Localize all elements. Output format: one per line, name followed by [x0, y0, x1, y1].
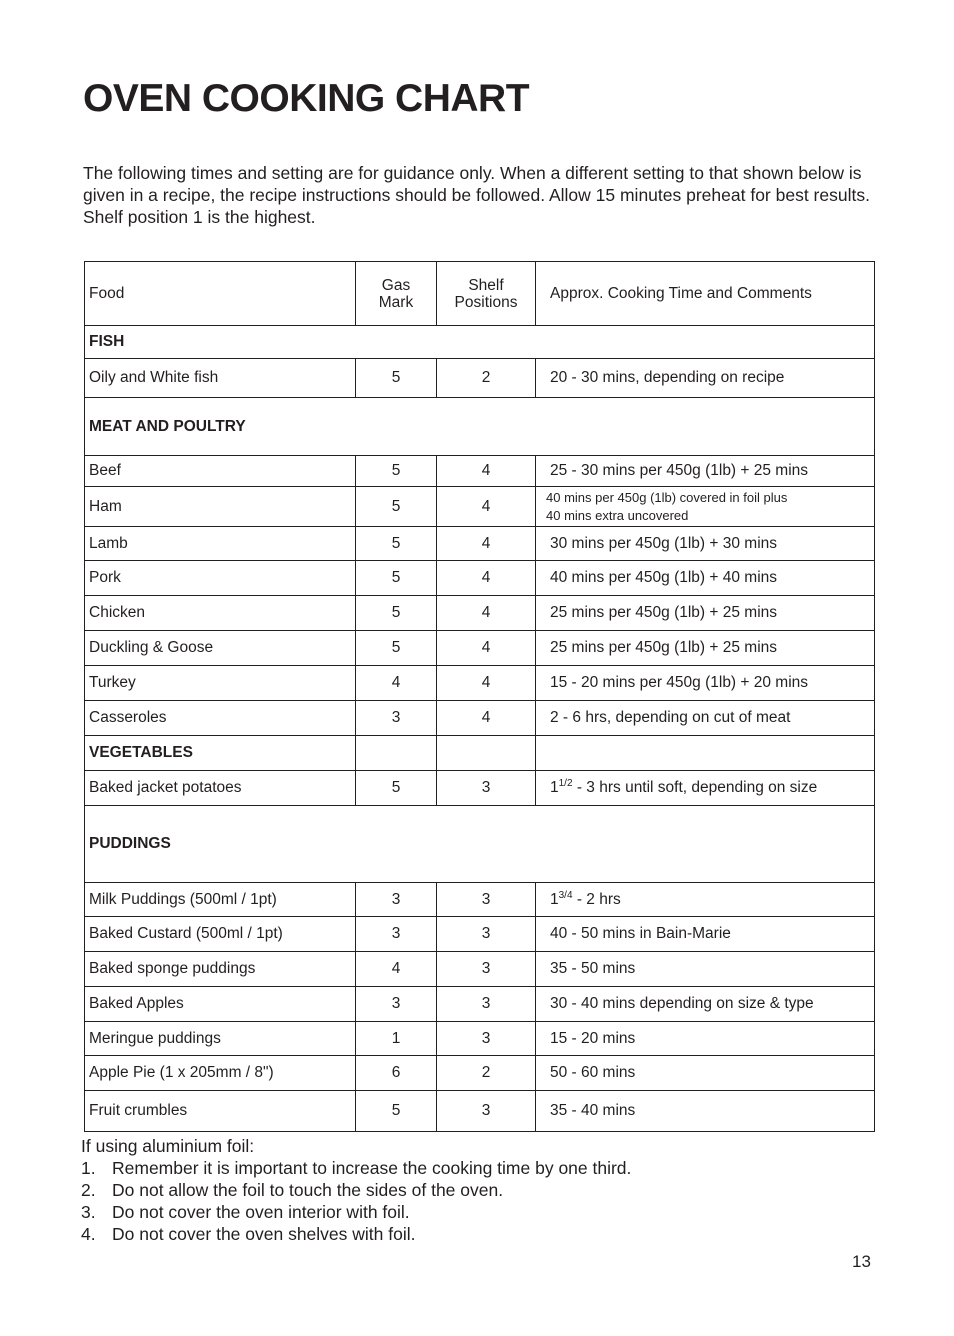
table-row	[85, 487, 875, 527]
table-row	[85, 561, 875, 596]
section-row-meat	[85, 398, 875, 456]
empty-cell	[356, 736, 437, 771]
gas-mark-cell: 4	[356, 666, 437, 701]
table-row	[85, 1022, 875, 1056]
comment-cell: 35 - 50 mins	[536, 952, 875, 987]
table-row	[85, 359, 875, 398]
section-row-puddings	[85, 806, 875, 883]
section-row-fish	[85, 326, 875, 359]
page-number: 13	[852, 1252, 871, 1271]
table-row	[85, 1091, 875, 1132]
shelf-cell: 4	[437, 487, 536, 527]
food-cell: Chicken	[89, 604, 145, 621]
comment-cell: 15 - 20 mins	[536, 1022, 875, 1056]
gas-mark-cell: 5	[356, 771, 437, 806]
comment-cell: 35 - 40 mins	[536, 1091, 875, 1132]
food-cell: Turkey	[89, 674, 136, 691]
empty-cell	[437, 736, 536, 771]
foil-notes	[81, 1135, 871, 1245]
food-cell: Baked Apples	[89, 995, 184, 1012]
section-label-vegetables: VEGETABLES	[89, 744, 193, 761]
shelf-cell: 3	[437, 952, 536, 987]
shelf-cell: 4	[437, 666, 536, 701]
table-row	[85, 631, 875, 666]
gas-mark-cell: 5	[356, 596, 437, 631]
table-row	[85, 666, 875, 701]
list-item: 2. Do not allow the foil to touch the sides of the oven.	[81, 1180, 504, 1200]
table-row	[85, 456, 875, 487]
food-cell: Pork	[89, 569, 121, 586]
shelf-cell: 3	[437, 987, 536, 1022]
shelf-cell: 2	[437, 359, 536, 398]
intro-paragraph: The following times and setting are for guidance only. When a different setting to that shown below is given in a recipe, the recipe instructions should be followed. Allow 15 minutes preheat for best results. Shelf position 1 is the highest.	[83, 163, 870, 227]
header-comments: Approx. Cooking Time and Comments	[536, 262, 875, 326]
comment-cell: 15 - 20 mins per 450g (1lb) + 20 mins	[536, 666, 875, 701]
comment-cell: 20 - 30 mins, depending on recipe	[536, 359, 875, 398]
table-row	[85, 917, 875, 952]
comment-cell: 25 mins per 450g (1lb) + 25 mins	[536, 596, 875, 631]
comment-cell: 25 mins per 450g (1lb) + 25 mins	[536, 631, 875, 666]
comment-cell: 30 mins per 450g (1lb) + 30 mins	[536, 527, 875, 561]
food-cell: Milk Puddings (500ml / 1pt)	[89, 890, 277, 908]
table-row	[85, 527, 875, 561]
table-row	[85, 952, 875, 987]
comment-cell: 40 - 50 mins in Bain-Marie	[536, 917, 875, 952]
table-row	[85, 771, 875, 806]
food-cell: Casseroles	[89, 709, 167, 726]
table-row	[85, 1056, 875, 1091]
comment-cell: 30 - 40 mins depending on size & type	[536, 987, 875, 1022]
header-gas-mark: Gas Mark	[356, 262, 437, 326]
comment-cell: 25 - 30 mins per 450g (1lb) + 25 mins	[536, 456, 875, 487]
food-cell: Apple Pie (1 x 205mm / 8")	[89, 1064, 274, 1081]
food-cell: Baked jacket potatoes	[89, 779, 242, 796]
foil-list	[81, 1157, 871, 1245]
shelf-cell: 2	[437, 1056, 536, 1091]
gas-mark-cell: 5	[356, 359, 437, 398]
gas-mark-cell: 5	[356, 631, 437, 666]
gas-mark-cell: 3	[356, 917, 437, 952]
page-title: OVEN COOKING CHART	[83, 77, 530, 120]
food-cell: Baked Custard (500ml / 1pt)	[89, 925, 283, 942]
section-label-meat: MEAT AND POULTRY	[89, 417, 246, 435]
header-shelf-positions: Shelf Positions	[437, 262, 536, 326]
gas-mark-cell: 5	[356, 527, 437, 561]
gas-mark-cell: 5	[356, 561, 437, 596]
gas-mark-cell: 3	[356, 883, 437, 917]
section-label-fish: FISH	[89, 333, 125, 350]
shelf-cell: 4	[437, 527, 536, 561]
gas-mark-cell: 6	[356, 1056, 437, 1091]
list-item: 4. Do not cover the oven shelves with foil.	[81, 1224, 416, 1244]
comment-cell: 40 mins per 450g (1lb) covered in foil plus 40 mins extra uncovered	[536, 487, 875, 527]
gas-mark-cell: 5	[356, 456, 437, 487]
gas-mark-cell: 1	[356, 1022, 437, 1056]
shelf-cell: 3	[437, 1022, 536, 1056]
table-header-row	[85, 262, 875, 326]
food-cell: Ham	[89, 497, 122, 515]
gas-mark-cell: 3	[356, 987, 437, 1022]
comment-cell: $1^{3/4} - 2$ hrs	[536, 883, 875, 917]
food-cell: Baked sponge puddings	[89, 960, 256, 977]
list-item: 3. Do not cover the oven interior with foil.	[81, 1202, 410, 1222]
header-food: Food	[89, 285, 125, 302]
comment-cell: 2 - 6 hrs, depending on cut of meat	[536, 701, 875, 736]
shelf-cell: 4	[437, 596, 536, 631]
section-row-vegetables	[85, 736, 875, 771]
foil-heading: If using aluminium foil:	[81, 1136, 255, 1156]
table-row	[85, 883, 875, 917]
list-item: 1. Remember it is important to increase the cooking time by one third.	[81, 1158, 632, 1178]
table-row	[85, 701, 875, 736]
table-row	[85, 596, 875, 631]
shelf-cell: 4	[437, 561, 536, 596]
shelf-cell: 4	[437, 456, 536, 487]
comment-cell: $1^{1/2} - 3$ hrs until soft, depending on size	[536, 771, 875, 806]
food-cell: Lamb	[89, 534, 128, 552]
gas-mark-cell: 4	[356, 952, 437, 987]
food-cell: Beef	[89, 462, 121, 479]
shelf-cell: 4	[437, 701, 536, 736]
empty-cell	[536, 736, 875, 771]
comment-cell: 50 - 60 mins	[536, 1056, 875, 1091]
comment-cell: 40 mins per 450g (1lb) + 40 mins	[536, 561, 875, 596]
food-cell: Fruit crumbles	[89, 1102, 188, 1119]
gas-mark-cell: 5	[356, 487, 437, 527]
shelf-cell: 3	[437, 917, 536, 952]
shelf-cell: 3	[437, 771, 536, 806]
shelf-cell: 4	[437, 631, 536, 666]
food-cell: Duckling & Goose	[89, 639, 214, 656]
shelf-cell: 3	[437, 1091, 536, 1132]
food-cell: Meringue puddings	[89, 1029, 221, 1047]
gas-mark-cell: 3	[356, 701, 437, 736]
table-row	[85, 987, 875, 1022]
gas-mark-cell: 5	[356, 1091, 437, 1132]
section-label-puddings: PUDDINGS	[89, 835, 171, 852]
cooking-chart-table	[84, 261, 875, 1132]
shelf-cell: 3	[437, 883, 536, 917]
food-cell: Oily and White fish	[89, 369, 219, 386]
